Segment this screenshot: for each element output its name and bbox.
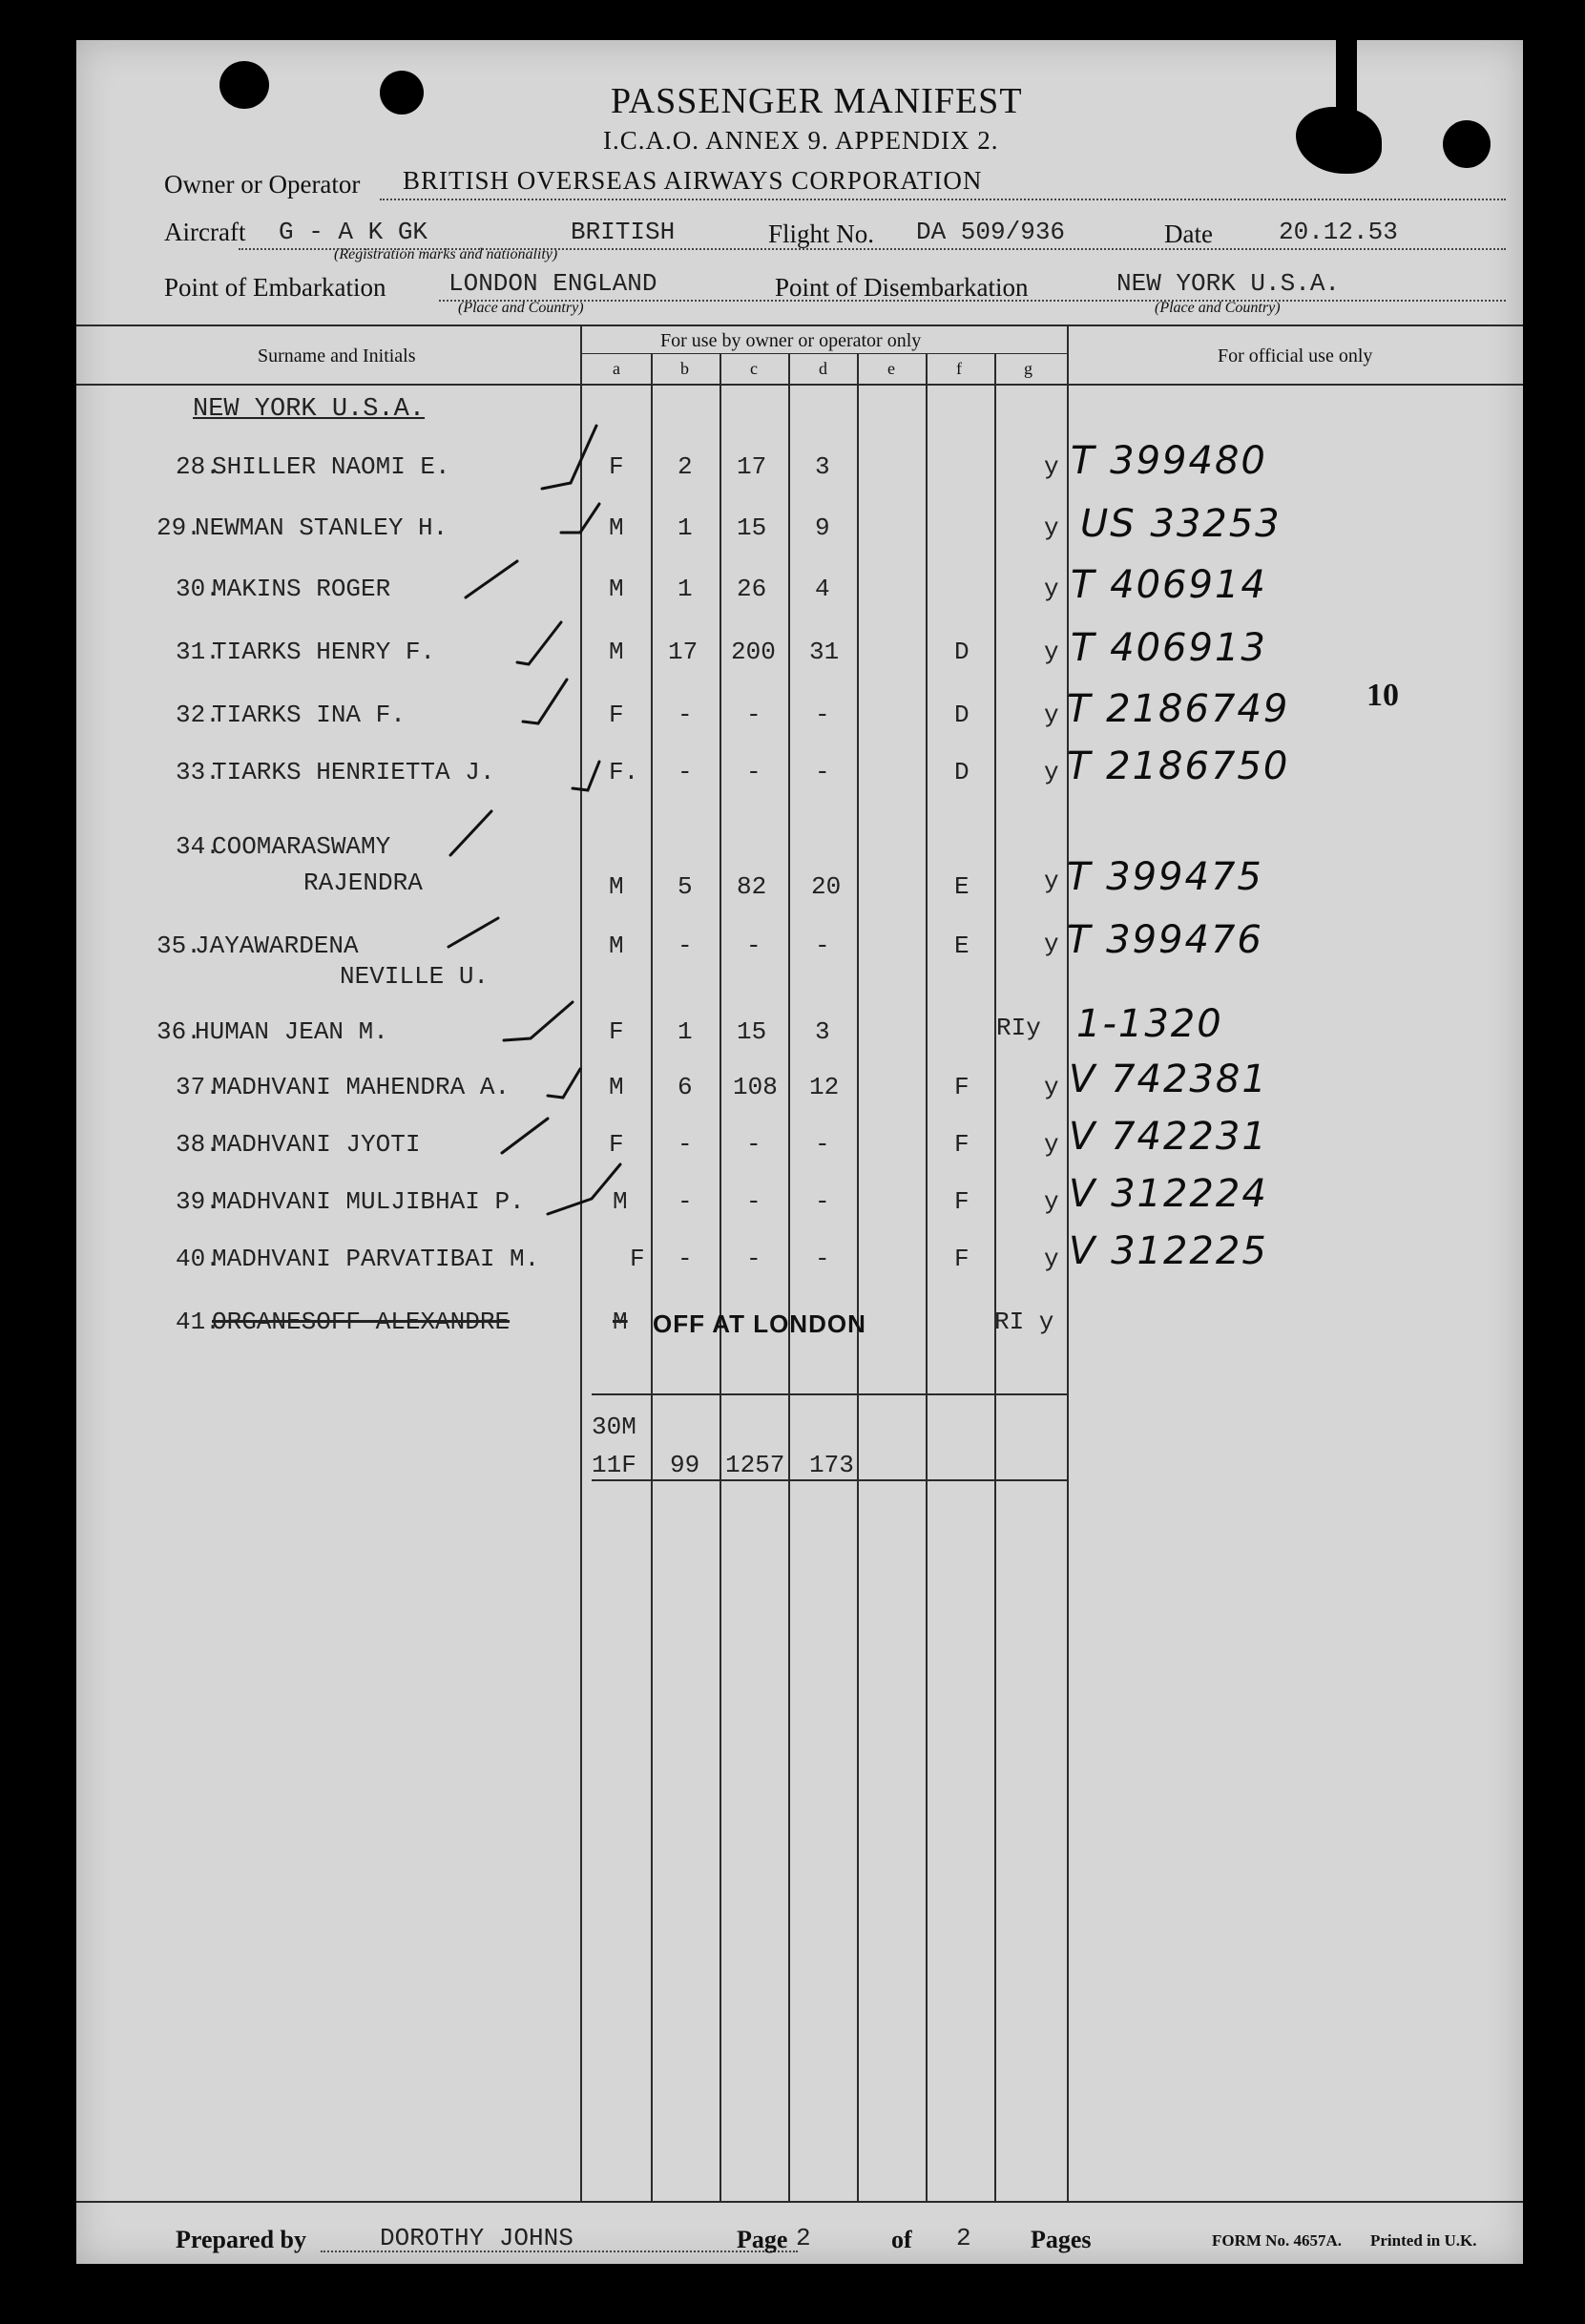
punch-hole-right	[1443, 120, 1491, 168]
totals-top-rule	[592, 1393, 1067, 1395]
ink-drip	[1336, 40, 1357, 126]
row-number: 38.	[176, 1130, 220, 1159]
row-official: T 399476	[1067, 918, 1263, 962]
tick-mark	[466, 561, 517, 597]
row-b: 1	[678, 513, 693, 542]
subheader-d: d	[819, 359, 827, 378]
row-a: F	[609, 1130, 624, 1159]
tick-mark	[523, 680, 567, 723]
aircraft-nationality: BRITISH	[571, 218, 676, 246]
row-official: US 33253	[1080, 502, 1282, 546]
flight-value: DA 509/936	[916, 218, 1066, 246]
row-b: 5	[678, 872, 693, 901]
row-a: M	[609, 513, 624, 542]
disembark-label: Point of Disembarkation	[775, 273, 1029, 302]
row-f: E	[954, 872, 970, 901]
off-at-london-stamp: OFF AT LONDON	[653, 1309, 866, 1338]
row-c: -	[746, 932, 761, 960]
row-number: 35.	[156, 932, 201, 960]
tick-mark	[448, 918, 498, 947]
row-g: y	[1044, 1130, 1059, 1159]
row-official: V 742231	[1069, 1115, 1268, 1159]
row-a: F.	[609, 758, 639, 786]
row-name: TIARKS HENRIETTA J.	[212, 758, 495, 786]
row-name: MADHVANI MAHENDRA A.	[212, 1073, 511, 1101]
row-a: M	[609, 872, 624, 901]
row-g: RIy	[996, 1014, 1041, 1042]
subheader-c: c	[750, 359, 758, 378]
page-subtitle: I.C.A.O. ANNEX 9. APPENDIX 2.	[603, 126, 999, 155]
row-c: 17	[737, 452, 767, 481]
row-number: 29.	[156, 513, 201, 542]
row-g: y	[1044, 867, 1059, 895]
row-g: y	[1044, 701, 1059, 729]
row-a: F	[630, 1245, 645, 1273]
table-top-rule	[76, 325, 1523, 326]
row-a: F	[609, 701, 624, 729]
margin-count: 10	[1366, 678, 1399, 713]
row-b: -	[678, 1245, 693, 1273]
row-d: -	[815, 1245, 830, 1273]
row-d: 9	[815, 513, 830, 542]
tick-mark	[573, 762, 599, 790]
owner-dotline	[380, 199, 1506, 200]
row-f: D	[954, 638, 970, 666]
row-name: COOMARASWAMY	[212, 832, 391, 861]
row-official: 1-1320	[1076, 1002, 1223, 1046]
form-number: FORM No. 4657A.	[1212, 2231, 1342, 2250]
row-b: 1	[678, 575, 693, 603]
row-official: V 312224	[1069, 1172, 1268, 1216]
row-g: y	[1044, 930, 1059, 958]
row-name: TIARKS INA F.	[212, 701, 406, 729]
row-number: 33.	[176, 758, 220, 786]
tick-mark	[548, 1069, 580, 1098]
row-number: 31.	[176, 638, 220, 666]
col-line-d	[857, 353, 859, 2201]
row-d: 3	[815, 1017, 830, 1046]
row-a: M	[609, 932, 624, 960]
row-d: 31	[809, 638, 840, 666]
row-official: T 406914	[1071, 563, 1267, 607]
row-c: -	[746, 758, 761, 786]
row-b: 1	[678, 1017, 693, 1046]
row-official: V 312225	[1069, 1229, 1268, 1273]
row-f: F	[954, 1073, 970, 1101]
row-a: M	[613, 1187, 628, 1216]
row-c: -	[746, 1245, 761, 1273]
row-b: -	[678, 701, 693, 729]
row-d: 3	[815, 452, 830, 481]
row-name: SHILLER NAOMI E.	[212, 452, 450, 481]
prepared-dotline	[321, 2251, 798, 2252]
embark-dotline	[439, 300, 1506, 302]
row-name: MADHVANI JYOTI	[212, 1130, 421, 1159]
row-b: 2	[678, 452, 693, 481]
row-d: -	[815, 1130, 830, 1159]
row-name-line2: RAJENDRA	[303, 869, 423, 897]
row-g: y	[1044, 1073, 1059, 1101]
aircraft-dotline	[239, 248, 1506, 250]
page-label: Page	[737, 2226, 788, 2253]
row-f: E	[954, 932, 970, 960]
col-line-f	[994, 353, 996, 2201]
header-bottom-rule	[76, 384, 1523, 386]
totals-females: 11F	[592, 1451, 636, 1479]
row-d: -	[815, 932, 830, 960]
row-official: V 742381	[1069, 1057, 1268, 1101]
row-g: y	[1044, 758, 1059, 786]
row-name: TIARKS HENRY F.	[212, 638, 436, 666]
owner-label: Owner or Operator	[164, 170, 361, 199]
col-line-c	[788, 353, 790, 2201]
page-value: 2	[796, 2224, 811, 2252]
row-d: -	[815, 1187, 830, 1216]
row-c: 26	[737, 575, 767, 603]
tick-mark	[504, 1002, 573, 1040]
row-f: F	[954, 1245, 970, 1273]
col-line-a	[651, 353, 653, 2201]
row-a: M	[609, 575, 624, 603]
aircraft-note: (Registration marks and nationality)	[334, 246, 558, 262]
totals-d: 173	[809, 1451, 854, 1479]
aircraft-label: Aircraft	[164, 218, 246, 246]
row-g: y	[1044, 638, 1059, 666]
row-number: 28.	[176, 452, 220, 481]
row-c: -	[746, 701, 761, 729]
row-c: 200	[731, 638, 776, 666]
row-c: 15	[737, 513, 767, 542]
section-heading: NEW YORK U.S.A.	[193, 395, 426, 424]
embark-note: (Place and Country)	[458, 300, 584, 316]
owner-value: BRITISH OVERSEAS AIRWAYS CORPORATION	[403, 166, 983, 195]
col-line-b	[720, 353, 721, 2201]
totals-males: 30M	[592, 1413, 636, 1441]
row-number: 30.	[176, 575, 220, 603]
row-g: y	[1044, 1245, 1059, 1273]
row-b: 17	[668, 638, 699, 666]
row-c: 108	[733, 1073, 778, 1101]
row-a: M	[609, 638, 624, 666]
row-d: 12	[809, 1073, 840, 1101]
row-d: -	[815, 701, 830, 729]
row-number: 34.	[176, 832, 220, 861]
row-official: T 2186750	[1067, 744, 1290, 788]
punch-hole-left-1	[219, 61, 269, 109]
punch-hole-left-2	[380, 71, 424, 115]
tick-mark	[517, 622, 561, 664]
totals-c: 1257	[725, 1451, 785, 1479]
page-title: PASSENGER MANIFEST	[611, 81, 1023, 121]
row-g: y	[1044, 513, 1059, 542]
flight-label: Flight No.	[768, 220, 875, 248]
tick-mark	[542, 426, 596, 489]
row-name-struck: ORGANESOFF ALEXANDRE	[212, 1308, 511, 1336]
embark-label: Point of Embarkation	[164, 273, 386, 302]
row-c: -	[746, 1130, 761, 1159]
footer-rule	[76, 2201, 1523, 2203]
row-f: F	[954, 1187, 970, 1216]
row-d: 20	[811, 872, 842, 901]
subheader-e: e	[887, 359, 895, 378]
row-official: T 2186749	[1067, 687, 1290, 731]
row-official: T 406913	[1071, 626, 1267, 670]
row-g: y	[1044, 575, 1059, 603]
col-header-name: Surname and Initials	[258, 345, 416, 366]
tick-mark	[502, 1119, 548, 1153]
col-line-e	[926, 353, 928, 2201]
row-name: MADHVANI PARVATIBAI M.	[212, 1245, 540, 1273]
row-f: D	[954, 701, 970, 729]
row-g: y	[1044, 452, 1059, 481]
row-g: y	[1044, 1187, 1059, 1216]
subheader-g: g	[1024, 359, 1032, 378]
disembark-note: (Place and Country)	[1155, 300, 1281, 316]
row-name: JAYAWARDENA	[195, 932, 359, 960]
tick-mark	[450, 811, 491, 855]
row-number: 36.	[156, 1017, 201, 1046]
row-number: 41.	[176, 1308, 220, 1336]
row-d: 4	[815, 575, 830, 603]
row-a: F	[609, 1017, 624, 1046]
row-number: 39.	[176, 1187, 220, 1216]
row-name: NEWMAN STANLEY H.	[195, 513, 448, 542]
row-d: -	[815, 758, 830, 786]
row-official: T 399480	[1071, 439, 1267, 483]
row-name-line2: NEVILLE U.	[340, 962, 490, 991]
row-number: 40.	[176, 1245, 220, 1273]
row-b: -	[678, 1187, 693, 1216]
aircraft-value: G - A K GK	[279, 218, 428, 246]
of-label: of	[891, 2226, 912, 2253]
date-label: Date	[1164, 220, 1213, 248]
row-number: 32.	[176, 701, 220, 729]
row-f: D	[954, 758, 970, 786]
col-line-name	[580, 325, 582, 2201]
disembark-value: NEW YORK U.S.A.	[1116, 269, 1341, 298]
row-b: -	[678, 932, 693, 960]
totals-bottom-rule	[592, 1479, 1067, 1481]
prepared-label: Prepared by	[176, 2226, 306, 2253]
row-a: M	[613, 1308, 628, 1336]
row-b: -	[678, 758, 693, 786]
tick-mark	[548, 1164, 620, 1214]
row-official: T 399475	[1067, 855, 1263, 899]
embark-value: LONDON ENGLAND	[448, 269, 657, 298]
prepared-value: DOROTHY JOHNS	[380, 2224, 574, 2252]
row-c: 15	[737, 1017, 767, 1046]
row-c: -	[746, 1187, 761, 1216]
row-a: F	[609, 452, 624, 481]
printed-in: Printed in U.K.	[1370, 2231, 1477, 2250]
date-value: 20.12.53	[1279, 218, 1398, 246]
row-a: M	[609, 1073, 624, 1101]
totals-b: 99	[670, 1451, 700, 1479]
row-name: MADHVANI MULJIBHAI P.	[212, 1187, 525, 1216]
pages-label: Pages	[1031, 2226, 1092, 2253]
row-g: RI y	[994, 1308, 1054, 1336]
subheader-b: b	[680, 359, 689, 378]
manifest-sheet	[76, 40, 1523, 2264]
row-name: MAKINS ROGER	[212, 575, 391, 603]
row-b: -	[678, 1130, 693, 1159]
subheader-f: f	[956, 359, 962, 378]
row-number: 37.	[176, 1073, 220, 1101]
row-name: HUMAN JEAN M.	[195, 1017, 388, 1046]
col-header-official: For official use only	[1218, 345, 1373, 366]
of-value: 2	[956, 2224, 971, 2252]
row-b: 6	[678, 1073, 693, 1101]
row-c: 82	[737, 872, 767, 901]
col-header-owner: For use by owner or operator only	[660, 330, 922, 351]
row-f: F	[954, 1130, 970, 1159]
subheader-a: a	[613, 359, 620, 378]
